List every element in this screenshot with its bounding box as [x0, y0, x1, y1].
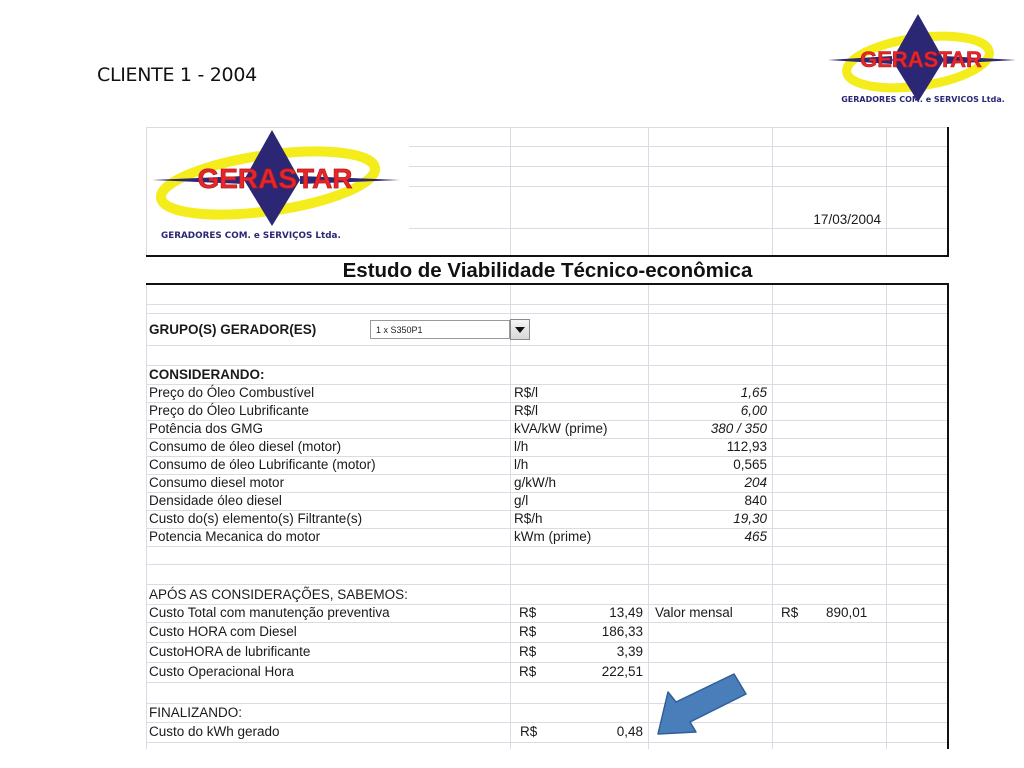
grid-line: [406, 146, 947, 147]
final-heading: FINALIZANDO:: [149, 705, 243, 720]
monthly-label: Valor mensal: [655, 605, 733, 620]
grid-line: [146, 365, 947, 366]
monthly-value: 890,01: [826, 605, 868, 620]
row-value: 204: [744, 475, 767, 490]
kwh-cost-label: Custo do kWh gerado: [149, 724, 280, 739]
row-label: Consumo de óleo diesel (motor): [149, 439, 342, 454]
row-value: 222,51: [601, 664, 643, 679]
grid-line: [406, 228, 947, 229]
sheet-logo-tagline: GERADORES COM. e SERVIÇOS Ltda.: [161, 231, 341, 241]
grid-line: [146, 722, 947, 723]
row-value: 186,33: [601, 624, 643, 639]
slide-title: CLIENTE 1 - 2004: [97, 64, 257, 86]
arrow-down-left-icon: [654, 672, 754, 742]
row-unit: kVA/kW (prime): [514, 421, 608, 436]
row-label: Densidade óleo diesel: [149, 493, 282, 508]
gerastar-logo-sheet: [148, 128, 406, 240]
logo-brand-text: GERASTAR: [860, 47, 982, 72]
row-currency: R$: [519, 664, 537, 679]
row-currency: R$: [519, 644, 537, 659]
grid-line: [146, 642, 947, 643]
row-value: 1,65: [740, 385, 767, 400]
sheet-title: Estudo de Viabilidade Técnico-econômica: [342, 259, 753, 282]
row-unit: R$/h: [514, 511, 543, 526]
row-value: 3,39: [616, 644, 643, 659]
grid-line: [146, 564, 947, 565]
row-label: Consumo de óleo Lubrificante (motor): [149, 457, 376, 472]
grid-line: [146, 313, 947, 314]
row-unit: kWm (prime): [514, 529, 592, 544]
grid-line: [146, 584, 947, 585]
grid-line: [146, 546, 947, 547]
row-unit: l/h: [514, 439, 529, 454]
row-label: Potencia Mecanica do motor: [149, 529, 321, 544]
row-label: CustoHORA de lubrificante: [149, 644, 311, 659]
row-unit: l/h: [514, 457, 529, 472]
row-label: Consumo diesel motor: [149, 475, 285, 490]
sheet-right-border: [947, 127, 949, 749]
row-value: 19,30: [733, 511, 767, 526]
grid-line: [146, 662, 947, 663]
generator-dropdown-button[interactable]: [510, 319, 530, 340]
row-currency: R$: [519, 605, 537, 620]
row-value: 112,93: [726, 439, 767, 454]
row-unit: g/l: [514, 493, 529, 508]
grid-line: [406, 186, 947, 187]
gerastar-logo-corner: [826, 12, 1020, 108]
row-unit: g/kW/h: [514, 475, 557, 490]
row-label: Potência dos GMG: [149, 421, 264, 436]
grid-line: [146, 703, 947, 704]
row-value: 840: [744, 493, 767, 508]
study-date: 17/03/2004: [813, 212, 881, 227]
row-unit: R$/l: [514, 403, 539, 418]
row-currency: R$: [519, 624, 537, 639]
grid-line: [146, 682, 947, 683]
row-label: Custo do(s) elemento(s) Filtrante(s): [149, 511, 363, 526]
row-label: Preço do Óleo Combustível: [149, 385, 315, 400]
monthly-currency: R$: [781, 605, 799, 620]
row-label: Custo Operacional Hora: [149, 664, 294, 679]
logo-brand-text: GERASTAR: [197, 163, 353, 194]
row-value: 13,49: [609, 605, 643, 620]
row-label: Custo HORA com Diesel: [149, 624, 297, 639]
logo-tagline: GERADORES COM. e SERVICOS Ltda.: [841, 95, 1005, 104]
results-heading: APÓS AS CONSIDERAÇÕES, SABEMOS:: [149, 587, 408, 602]
row-value: 0,565: [733, 457, 767, 472]
kwh-cost-currency: R$: [520, 724, 538, 739]
grid-line: [406, 166, 947, 167]
row-value: 380 / 350: [710, 421, 767, 436]
generator-select-value: 1 x S350P1: [376, 325, 423, 335]
row-label: Preço do Óleo Lubrificante: [149, 403, 309, 418]
grid-line: [146, 304, 947, 305]
row-unit: R$/l: [514, 385, 539, 400]
generator-select[interactable]: [370, 320, 510, 339]
grid-line: [146, 345, 947, 346]
generator-group-label: GRUPO(S) GERADOR(ES): [149, 322, 317, 337]
kwh-cost-value: 0,48: [616, 724, 643, 739]
title-band: [146, 255, 949, 285]
considering-heading: CONSIDERANDO:: [149, 367, 265, 382]
row-label: Custo Total com manutenção preventiva: [149, 605, 390, 620]
grid-line: [146, 622, 947, 623]
row-value: 465: [744, 529, 767, 544]
grid-line: [146, 742, 947, 743]
row-value: 6,00: [740, 403, 767, 418]
chevron-down-icon: [515, 327, 525, 333]
